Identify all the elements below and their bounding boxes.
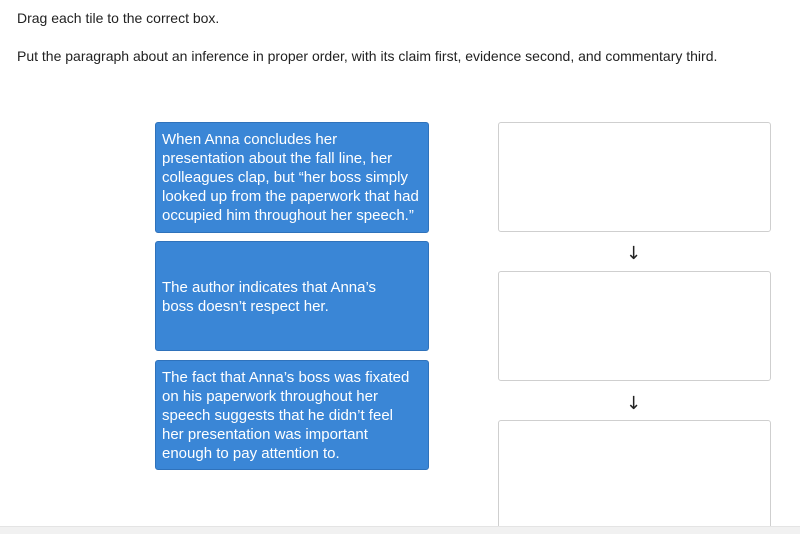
tile-evidence[interactable]	[155, 122, 429, 233]
tile-text: The fact that Anna’s boss was fixated on his paperwork throughout her speech suggests that he didn’t feel her presentation was important enough to pay attention to.	[162, 369, 410, 462]
drop-box-1[interactable]	[498, 122, 771, 232]
horizontal-scrollbar[interactable]	[0, 526, 800, 534]
down-arrow-icon: ↓	[626, 243, 642, 264]
down-arrow-icon: ↓	[626, 393, 642, 414]
drop-box-3[interactable]	[498, 420, 771, 534]
instruction-drag: Drag each tile to the correct box.	[17, 10, 220, 26]
tile-text: When Anna concludes her presentation about the fall line, her colleagues clap, but “her boss simply looked up from the paperwork that had occupied him throughout her speech.”	[162, 131, 419, 224]
tile-claim[interactable]	[155, 241, 429, 351]
tile-commentary[interactable]	[155, 360, 429, 470]
tile-text: The author indicates that Anna’s boss doesn’t respect her.	[162, 278, 377, 315]
instruction-order: Put the paragraph about an inference in proper order, with its claim first, evidence second, and commentary third.	[17, 48, 718, 64]
drop-box-2[interactable]	[498, 271, 771, 381]
